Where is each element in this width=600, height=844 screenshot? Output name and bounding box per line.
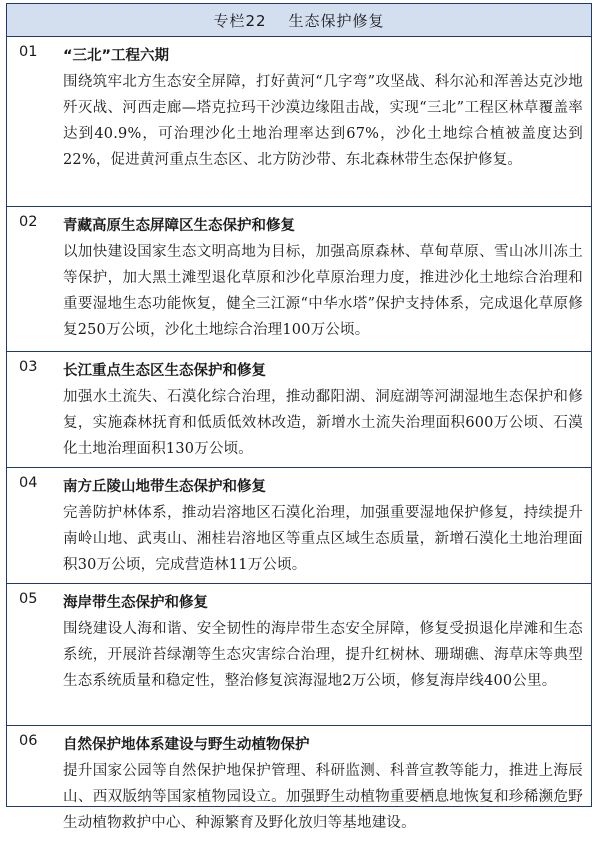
section-body: 加强水土流失、石漠化综合治理，推动鄱阳湖、洞庭湖等河湖湿地生态保护和修复，实施森林抚育和低质低效林改造，新增水土流失治理面积600万公顷、石漠化土地治理面积130万公顷。 [63, 389, 583, 457]
section-03 [7, 352, 591, 468]
section-04 [7, 468, 591, 584]
column-box [6, 3, 592, 831]
section-heading: 青藏高原生态屏障区生态保护和修复 [63, 218, 295, 234]
section-body: 以加快建设国家生态文明高地为目标，加强高原森林、草甸草原、雪山冰川冻土等保护，加大黑土滩型退化草原和沙化草原治理力度，推进沙化土地综合治理和重要湿地生态功能恢复，健全三江源“中华水塔”保护支持体系，完成退化草原修复250万公顷，沙化土地综合治理100万公顷。 [63, 244, 583, 338]
section-body: 完善防护林体系，推动岩溶地区石漠化治理，加强重要湿地保护修复，持续提升南岭山地、武夷山、湘桂岩溶地区等重点区域生态质量，新增石漠化土地治理面积30万公顷，完成营造林11万公顷。 [63, 505, 583, 573]
section-05 [7, 584, 591, 726]
section-06 [7, 726, 591, 844]
box-title-bar [7, 4, 591, 37]
section-number: 01 [19, 44, 38, 60]
section-number: 05 [19, 591, 38, 607]
section-body: 围绕建设人海和谐、安全韧性的海岸带生态安全屏障，修复受损退化岸滩和生态系统，开展浒苔绿潮等生态灾害综合治理，提升红树林、珊瑚礁、海草床等典型生态系统质量和稳定性，整治修复滨海湿地2万公顷，修复海岸线400公里。 [63, 621, 583, 689]
box-title: 生态保护修复 [288, 11, 385, 30]
section-heading: “三北”工程六期 [63, 48, 170, 64]
section-body: 围绕筑牢北方生态安全屏障，打好黄河“几字弯”攻坚战、科尔沁和浑善达克沙地歼灭战、河西走廊—塔克拉玛干沙漠边缘阻击战，实现“三北”工程区林草覆盖率达到40.9%，可治理沙化土地治理率达到67%，沙化土地综合植被盖度达到22%，促进黄河重点生态区、北方防沙带、东北森林带生态保护修复。 [63, 74, 583, 168]
section-number: 02 [19, 214, 38, 230]
section-number: 06 [19, 733, 38, 749]
section-heading: 海岸带生态保护和修复 [63, 595, 208, 611]
box-label: 专栏22 [213, 11, 267, 30]
section-heading: 长江重点生态区生态保护和修复 [63, 363, 266, 379]
section-02 [7, 207, 591, 352]
section-heading: 南方丘陵山地带生态保护和修复 [63, 479, 266, 495]
section-number: 04 [19, 475, 38, 491]
section-number: 03 [19, 359, 38, 375]
section-heading: 自然保护地体系建设与野生动植物保护 [63, 737, 310, 753]
section-body: 提升国家公园等自然保护地保护管理、科研监测、科普宣教等能力，推进上海辰山、西双版纳等国家植物园设立。加强野生动植物重要栖息地恢复和珍稀濒危野生动植物救护中心、种源繁育及野化放归等基地建设。 [63, 763, 583, 831]
section-01 [7, 37, 591, 207]
